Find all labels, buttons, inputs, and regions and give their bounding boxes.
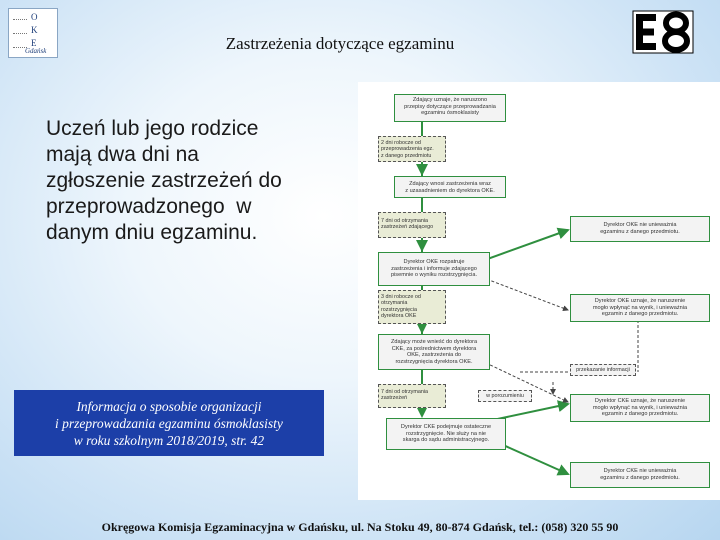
flow-step <box>394 94 506 122</box>
flow-time <box>378 212 446 238</box>
logo-letter: E <box>31 38 37 48</box>
flow-outcome-line: Dyrektor CKE nie unieważnia <box>603 468 677 474</box>
flow-time-line: rozstrzygnięcia <box>381 306 417 313</box>
footer-contact: Okręgowa Komisja Egzaminacyjna w Gdańsku, ul. Na Stoku 49, 80-874 Gdańsk, tel.: (058) 320 55 90 <box>101 520 619 534</box>
flow-step-line: skarga do sądu administracyjnego. <box>402 437 490 444</box>
logo-letter: K <box>31 25 38 35</box>
main-line: danym dniu egzaminu. <box>46 221 258 244</box>
flow-time-line: przeprowadzenia egz. <box>381 146 434 153</box>
main-text <box>46 116 336 246</box>
flow-outcome-line: egzaminu z danego przedmiotu. <box>600 228 680 235</box>
flow-step-line: z uzasadnieniem do dyrektora OKE. <box>405 187 495 194</box>
logo-city: Gdańsk <box>25 47 47 55</box>
flow-after-label: w porozumieniu <box>478 390 532 402</box>
flow-time-line: otrzymania <box>381 300 408 307</box>
logo-letter: O <box>31 12 38 22</box>
oke-logo <box>8 8 58 58</box>
main-line: mają dwa dni na <box>46 143 199 166</box>
flow-outcome <box>570 462 710 488</box>
flow-step-line: Zdający może wnieść do dyrektora <box>390 339 478 345</box>
flow-step <box>394 176 506 198</box>
source-line: i przeprowadzania egzaminu ósmoklasisty <box>55 415 283 431</box>
flow-time <box>378 290 446 324</box>
flow-time-line: z danego przedmiotu <box>381 152 432 159</box>
appeal-flowchart <box>358 82 720 500</box>
flow-outcome-line: Dyrektor OKE nie unieważnia <box>603 222 677 228</box>
flow-outcome <box>570 294 710 322</box>
main-line: zgłoszenie zastrzeżeń do <box>46 169 282 192</box>
flow-step-line: OKE, zastrzeżenia do <box>406 352 462 359</box>
flow-step <box>378 334 490 370</box>
flow-time-line: zastrzeżeń <box>381 395 408 402</box>
flow-outcome-line: Dyrektor OKE uznaje, że naruszenie <box>594 298 686 304</box>
flow-outcome-line: Dyrektor CKE uznaje, że naruszenie <box>594 398 686 404</box>
flow-time <box>378 136 446 162</box>
flow-outcome-line: egzaminu z danego przedmiotu. <box>600 474 680 481</box>
flow-step <box>386 418 506 450</box>
flow-step-line: rozstrzygnięcie. Nie służy na nie <box>406 430 486 437</box>
flow-time-line: zastrzeżeń zdającego <box>381 224 434 231</box>
flow-step-line: Dyrektor OKE rozpatruje <box>403 259 465 265</box>
flow-time-line: dyrektora OKE <box>381 313 417 320</box>
flow-step-line: rozstrzygnięcia dyrektora OKE. <box>395 358 473 365</box>
flow-step-line: zastrzeżenia i informuje zdającego <box>391 265 477 272</box>
flow-time-line: 3 dni robocze od <box>381 294 421 300</box>
e8-logo <box>632 10 694 54</box>
flow-info-label: przekazanie informacji <box>570 364 636 376</box>
page-title: Zastrzeżenia dotyczące egzaminu <box>225 34 455 53</box>
flow-step-line: Zdający uznaje, że naruszono <box>412 97 488 103</box>
main-line: przeprowadzonego w <box>46 195 252 218</box>
flow-time-line: 7 dni od otrzymania <box>381 389 429 395</box>
flow-step-line: Zdający wnosi zastrzeżenia wraz <box>409 181 491 187</box>
source-line: w roku szkolnym 2018/2019, str. 42 <box>73 432 265 448</box>
flow-step-line: przepisy dotyczące przeprowadzania <box>404 103 496 110</box>
flow-step-line: pisemnie o wyniku rozstrzygnięcia. <box>390 272 478 279</box>
flow-outcome-line: egzamin z danego przedmiotu. <box>601 311 679 318</box>
flow-time-line: 2 dni robocze od <box>381 140 421 146</box>
flow-outcome-line: mogło wpłynąć na wynik, i unieważnia <box>592 304 688 311</box>
flow-time <box>378 384 446 408</box>
flow-step-line: CKE, za pośrednictwem dyrektora <box>391 345 477 352</box>
source-line: Informacja o sposobie organizacji <box>76 398 262 414</box>
source-note <box>14 390 324 456</box>
flow-step-line: egzaminu ósmoklasisty <box>421 110 479 117</box>
flow-outcome-line: mogło wpłynąć na wynik, i unieważnia <box>592 404 688 411</box>
flow-step <box>378 252 490 286</box>
flow-outcome-line: egzamin z danego przedmiotu. <box>601 411 679 418</box>
main-line: Uczeń lub jego rodzice <box>46 117 259 140</box>
flow-outcome <box>570 394 710 422</box>
flow-outcome <box>570 216 710 242</box>
flow-time-line: 7 dni od otrzymania <box>381 218 429 224</box>
flow-step-line: Dyrektor CKE podejmuje ostateczne <box>400 424 492 430</box>
